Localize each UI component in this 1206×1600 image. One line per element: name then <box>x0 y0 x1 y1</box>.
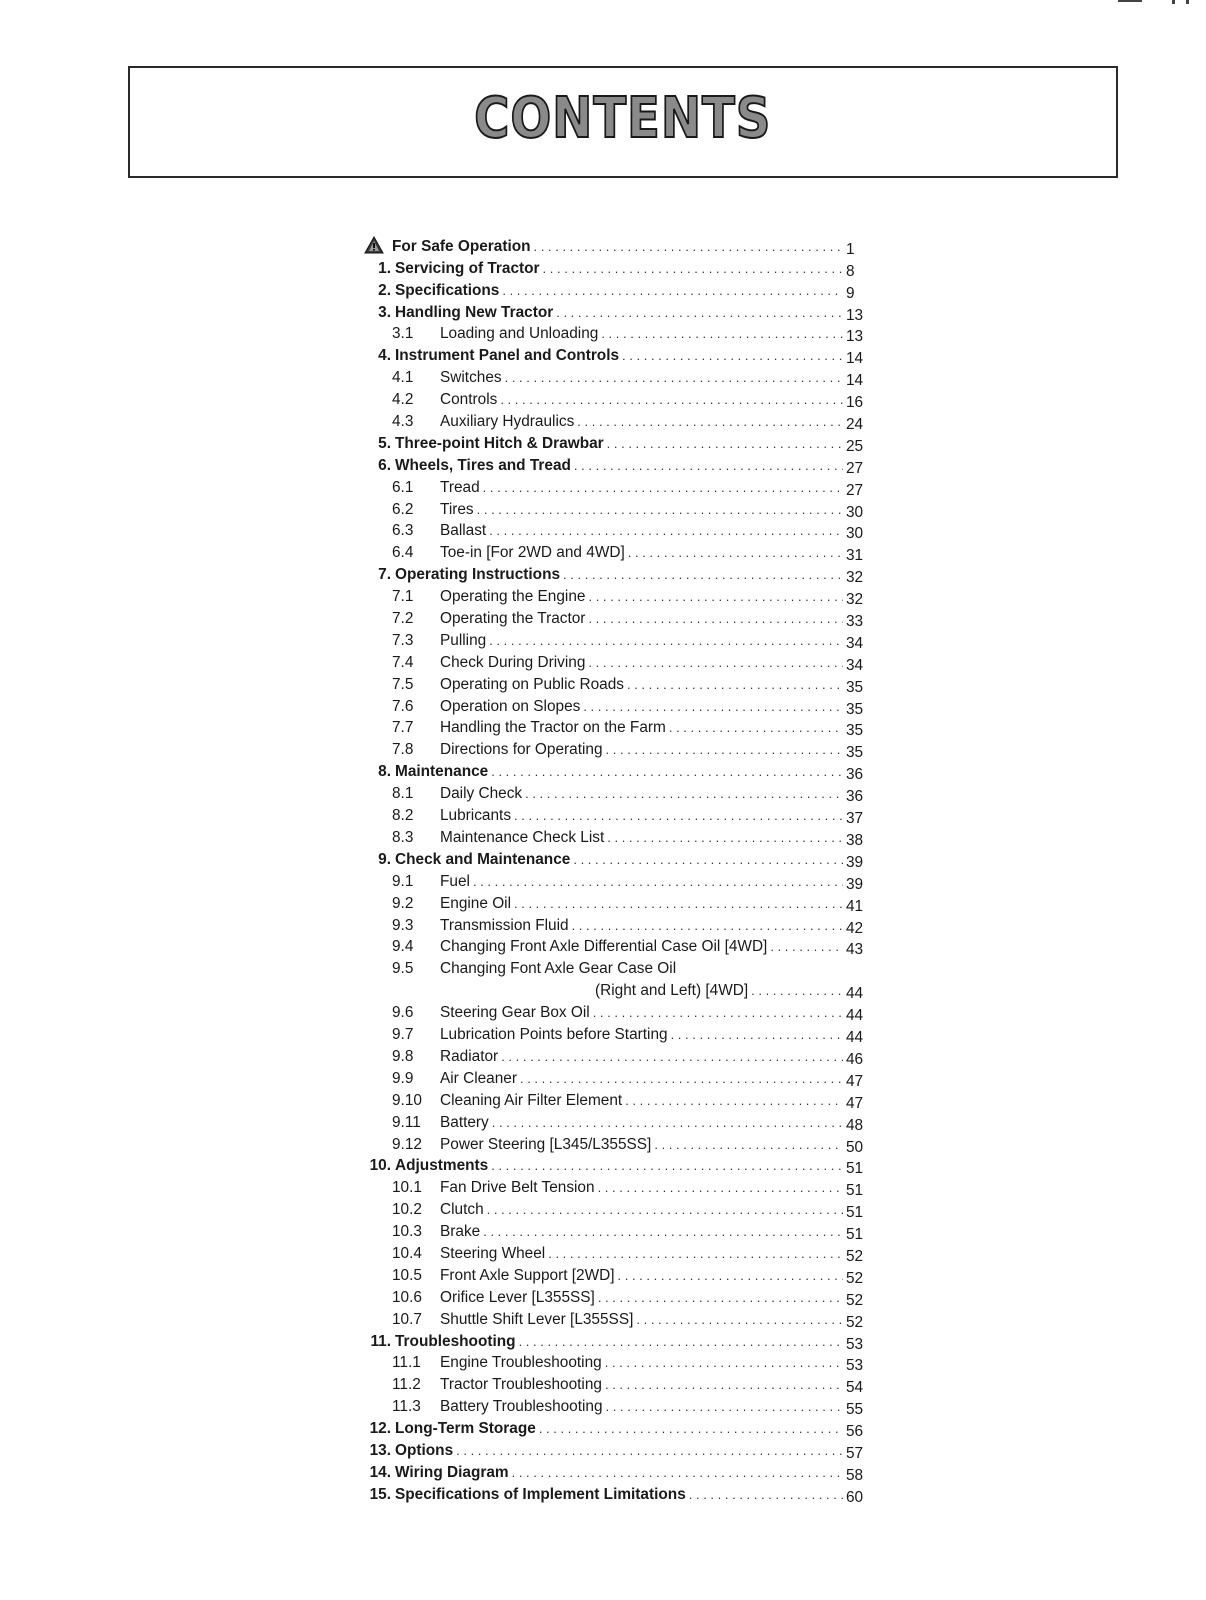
toc-entry-label: Troubleshooting <box>395 1332 516 1350</box>
toc-entry-page: 44 <box>846 1029 864 1047</box>
toc-entry-number: 10.6 <box>392 1288 422 1306</box>
toc-entry-page: 35 <box>846 700 864 718</box>
toc-entry-number: 4. <box>378 347 391 365</box>
toc-entry <box>358 628 870 650</box>
toc-entry-page: 35 <box>846 678 864 696</box>
toc-entry-number: 7.8 <box>392 741 414 759</box>
toc-entry-label: Maintenance <box>395 763 489 781</box>
toc-entry-number: 7.6 <box>392 697 414 715</box>
toc-entry-number: 9.10 <box>392 1091 422 1109</box>
toc-entry-label: Cleaning Air Filter Element <box>440 1091 623 1109</box>
toc-entry <box>358 694 870 716</box>
toc-entry-page: 36 <box>846 788 864 806</box>
toc-entry-page: 51 <box>846 1204 864 1222</box>
toc-entry-page: 50 <box>846 1138 864 1156</box>
dot-leader <box>607 437 843 450</box>
toc-entry-page: 35 <box>846 744 864 762</box>
dot-leader <box>770 940 843 953</box>
toc-entry-page: 31 <box>846 547 864 565</box>
toc-entry-label: Ballast <box>440 522 487 540</box>
toc-entry-number: 10.3 <box>392 1223 422 1241</box>
toc-entry <box>358 606 870 631</box>
toc-entry-page: 1 <box>846 240 855 258</box>
toc-entry-number: 11.2 <box>392 1376 421 1394</box>
toc-entry <box>358 1438 870 1460</box>
toc-entry-label: Brake <box>440 1223 481 1241</box>
toc-entry-label: Lubrication Points before Starting <box>440 1026 668 1044</box>
toc-entry-label: Daily Check <box>440 785 523 803</box>
toc-entry-number: 8.1 <box>392 785 414 803</box>
toc-entry-page: 55 <box>846 1401 864 1419</box>
toc-entry-page: 39 <box>846 875 864 893</box>
toc-entry-page: 60 <box>846 1488 864 1506</box>
toc-entry-label: Tires <box>440 500 474 518</box>
toc-entry-page: 52 <box>846 1269 864 1287</box>
toc-entry-number: 9.2 <box>392 894 414 912</box>
toc-entry-number: 11. <box>370 1332 391 1350</box>
toc-entry-page: 48 <box>846 1116 864 1134</box>
toc-entry-number: 7.2 <box>392 610 414 628</box>
toc-entry-label: Fuel <box>440 872 470 890</box>
toc-entry <box>358 1329 870 1351</box>
dot-leader <box>548 1247 843 1260</box>
scan-mark <box>1118 0 1142 2</box>
toc-entry <box>358 562 870 587</box>
dot-leader <box>473 875 843 888</box>
toc-entry-number: 9.1 <box>392 872 414 890</box>
toc-entry <box>358 1044 870 1066</box>
toc-entry-number: 15. <box>369 1485 391 1503</box>
toc-entry-label: Tractor Troubleshooting <box>440 1376 602 1394</box>
toc-entry-number: 10.5 <box>392 1266 422 1284</box>
toc-entry-number: 11.1 <box>392 1354 421 1372</box>
toc-entry <box>358 956 870 978</box>
toc-entry-label: Changing Front Axle Differential Case Oil [4WD] <box>440 938 768 956</box>
toc-entry-label: Battery <box>440 1113 489 1131</box>
toc-entry-number: 2. <box>378 281 391 299</box>
toc-entry-label: Check During Driving <box>440 653 586 671</box>
toc-entry-label: Orifice Lever [L355SS] <box>440 1288 595 1306</box>
toc-entry-number: 6.3 <box>392 522 414 540</box>
toc-entry <box>358 1372 870 1397</box>
toc-entry-number: 9.11 <box>392 1113 421 1131</box>
toc-entry <box>358 847 870 869</box>
dot-leader <box>543 262 843 275</box>
toc-entry-page: 43 <box>846 941 864 959</box>
dot-leader <box>483 481 843 494</box>
toc-entry-number: 6.2 <box>392 500 414 518</box>
toc-entry-number: 8.3 <box>392 828 414 846</box>
toc-entry-page: 51 <box>846 1182 864 1200</box>
toc-entry-number: 9.7 <box>392 1026 414 1044</box>
toc-entry <box>358 1460 870 1482</box>
toc-entry-label: Servicing of Tractor <box>395 259 540 277</box>
toc-entry <box>358 540 870 565</box>
toc-entry-page: 8 <box>846 262 855 280</box>
toc-entry-page: 33 <box>846 613 864 631</box>
toc-entry-label: For Safe Operation <box>392 237 531 255</box>
toc-entry-number: 7.4 <box>392 653 414 671</box>
toc-entry-number: 9.8 <box>392 1047 414 1065</box>
dot-leader <box>514 809 843 822</box>
dot-leader <box>607 831 843 844</box>
toc-entry <box>358 1066 870 1088</box>
toc-entry-page: 9 <box>846 284 855 302</box>
toc-entry-page: 37 <box>846 810 864 828</box>
toc-entry-page: 13 <box>846 306 864 324</box>
toc-entry-page: 47 <box>846 1072 864 1090</box>
toc-entry-page: 42 <box>846 919 864 937</box>
dot-leader <box>491 765 843 778</box>
toc-entry-page: 30 <box>846 525 864 543</box>
toc-entry-label: Steering Wheel <box>440 1244 546 1262</box>
dot-leader <box>534 240 843 253</box>
toc-entry-number: 9.9 <box>392 1069 414 1087</box>
toc-entry-number: 10.7 <box>392 1310 422 1328</box>
dot-leader <box>598 1181 843 1194</box>
toc-entry-number: 3. <box>378 303 391 321</box>
toc-entry-page: 58 <box>846 1466 864 1484</box>
toc-entry-number: 9.4 <box>392 938 414 956</box>
toc-entry <box>358 1022 870 1047</box>
toc-entry-page: 39 <box>846 853 864 871</box>
dot-leader <box>505 371 843 384</box>
dot-leader <box>605 1356 843 1369</box>
toc-entry <box>358 234 870 256</box>
scan-mark <box>1172 0 1175 4</box>
dot-leader <box>556 306 843 319</box>
toc-entry-label: Changing Font Axle Gear Case Oil <box>440 960 677 978</box>
toc-entry <box>358 803 870 828</box>
dot-leader <box>627 678 843 691</box>
dot-leader <box>601 327 843 340</box>
toc-entry-number: 4.2 <box>392 391 414 409</box>
dot-leader <box>588 612 843 625</box>
toc-entry-label: Operating Instructions <box>395 566 561 584</box>
toc-entry-page: 56 <box>846 1423 864 1441</box>
toc-entry <box>358 475 870 497</box>
toc-entry-label: Engine Oil <box>440 894 512 912</box>
toc-entry-label: Operation on Slopes <box>440 697 581 715</box>
toc-entry-number: 10.4 <box>392 1244 422 1262</box>
toc-entry-page: 53 <box>846 1335 864 1353</box>
scan-mark <box>1186 0 1189 4</box>
page-title: CONTENTS <box>474 85 772 151</box>
toc-entry-label: Operating the Engine <box>440 588 586 606</box>
toc-entry-page: 54 <box>846 1379 864 1397</box>
toc-entry-label: Wheels, Tires and Tread <box>395 456 571 474</box>
dot-leader <box>751 984 843 997</box>
toc-entry-page: 30 <box>846 503 864 521</box>
toc-entry <box>358 278 870 300</box>
toc-entry <box>358 1175 870 1200</box>
toc-entry-number: 10. <box>369 1157 391 1175</box>
toc-entry-number: 9. <box>378 850 391 868</box>
dot-leader <box>477 503 843 516</box>
toc-entry-number: 5. <box>378 434 391 452</box>
dot-leader <box>539 1422 843 1435</box>
toc-entry <box>358 1219 870 1244</box>
toc-entry-page: 25 <box>846 437 864 455</box>
toc-entry <box>358 1000 870 1025</box>
toc-entry-label: Power Steering [L345/L355SS] <box>440 1135 652 1153</box>
toc-entry <box>358 1110 870 1132</box>
toc-entry-label: Transmission Fluid <box>440 916 569 934</box>
toc-entry-label: Switches <box>440 369 502 387</box>
toc-entry-number: 9.3 <box>392 916 414 934</box>
toc-entry-label: Battery Troubleshooting <box>440 1398 603 1416</box>
toc-entry <box>358 322 870 344</box>
dot-leader <box>563 568 843 581</box>
toc-entry-number: 7.1 <box>392 588 414 606</box>
dot-leader <box>519 1335 843 1348</box>
toc-entry <box>358 300 870 322</box>
toc-entry-page: 16 <box>846 394 864 412</box>
dot-leader <box>593 1006 843 1019</box>
toc-entry-page: 34 <box>846 634 864 652</box>
toc-entry-page: 47 <box>846 1094 864 1112</box>
toc-entry <box>358 1416 870 1441</box>
toc-entry <box>358 1394 870 1419</box>
toc-entry <box>358 935 870 957</box>
toc-entry-page: 53 <box>846 1357 864 1375</box>
toc-entry <box>358 1351 870 1373</box>
dot-leader <box>489 524 843 537</box>
toc-entry-page: 51 <box>846 1160 864 1178</box>
toc-entry <box>358 431 870 453</box>
toc-entry-label: Auxiliary Hydraulics <box>440 413 575 431</box>
toc-entry-label: Radiator <box>440 1047 499 1065</box>
dot-leader <box>487 1203 843 1216</box>
warning-triangle-icon <box>364 236 384 254</box>
toc-entry-label: Clutch <box>440 1201 484 1219</box>
dot-leader <box>669 721 843 734</box>
dot-leader <box>625 1094 843 1107</box>
toc-entry <box>358 519 870 541</box>
dot-leader <box>525 787 843 800</box>
toc-entry-label: Handling New Tractor <box>395 303 554 321</box>
toc-entry-number: 7. <box>378 566 391 584</box>
toc-entry-label: Lubricants <box>440 807 512 825</box>
toc-entry-label: Specifications <box>395 281 500 299</box>
toc-entry-label: Operating the Tractor <box>440 610 586 628</box>
toc-entry-page: 35 <box>846 722 864 740</box>
toc-entry-label: Three-point Hitch & Drawbar <box>395 434 604 452</box>
toc-entry-page: 27 <box>846 459 864 477</box>
dot-leader <box>689 1488 843 1501</box>
dot-leader <box>628 546 843 559</box>
toc-entry-number: 14. <box>369 1463 391 1481</box>
toc-entry <box>358 1132 870 1154</box>
toc-entry-number: 7.5 <box>392 675 414 693</box>
dot-leader <box>573 853 843 866</box>
toc-entry-page: 27 <box>846 481 864 499</box>
dot-leader <box>577 415 843 428</box>
toc-entry-label: Toe-in [For 2WD and 4WD] <box>440 544 625 562</box>
toc-entry <box>358 737 870 762</box>
toc-entry-page: 32 <box>846 591 864 609</box>
toc-entry <box>358 1088 870 1110</box>
toc-entry <box>358 759 870 784</box>
dot-leader <box>598 1291 843 1304</box>
toc-entry-page: 52 <box>846 1313 864 1331</box>
toc-entry <box>358 1154 870 1176</box>
dot-leader <box>574 459 843 472</box>
toc-entry <box>358 1482 870 1504</box>
dot-leader <box>501 1050 843 1063</box>
toc-entry <box>358 650 870 672</box>
toc-entry-page: 41 <box>846 897 864 915</box>
toc-entry-number: 9.12 <box>392 1135 422 1153</box>
toc-entry-label: Air Cleaner <box>440 1069 517 1087</box>
dot-leader <box>618 1269 844 1282</box>
toc-entry-page: 24 <box>846 416 864 434</box>
toc-entry-page: 13 <box>846 328 864 346</box>
toc-entry <box>358 672 870 694</box>
toc-entry-number: 6.4 <box>392 544 414 562</box>
toc-entry-number: 13. <box>369 1441 391 1459</box>
toc-entry-number: 8.2 <box>392 807 414 825</box>
toc-entry-page: 52 <box>846 1291 864 1309</box>
table-of-contents <box>358 234 870 1504</box>
toc-entry-label: Maintenance Check List <box>440 828 605 846</box>
toc-entry <box>358 1285 870 1307</box>
toc-entry-number: 4.3 <box>392 413 414 431</box>
toc-entry-label: Long-Term Storage <box>395 1420 536 1438</box>
toc-entry <box>358 781 870 806</box>
dot-leader <box>636 1313 843 1326</box>
toc-entry-label: Tread <box>440 478 480 496</box>
toc-entry-label: Specifications of Implement Limitations <box>395 1485 686 1503</box>
toc-entry-page: 38 <box>846 831 864 849</box>
toc-entry-page: 34 <box>846 656 864 674</box>
toc-entry-page: 57 <box>846 1444 864 1462</box>
toc-entry-number: 10.2 <box>392 1201 422 1219</box>
dot-leader <box>583 700 843 713</box>
toc-entry-label: Check and Maintenance <box>395 850 571 868</box>
toc-entry-label: Steering Gear Box Oil <box>440 1004 590 1022</box>
toc-entry-label: Wiring Diagram <box>395 1463 509 1481</box>
toc-entry <box>358 913 870 935</box>
dot-leader <box>514 897 843 910</box>
toc-entry <box>358 584 870 609</box>
toc-entry <box>358 453 870 475</box>
toc-entry-number: 11.3 <box>392 1398 421 1416</box>
toc-entry-label: Fan Drive Belt Tension <box>440 1179 595 1197</box>
dot-leader <box>605 1378 843 1391</box>
toc-entry <box>358 343 870 368</box>
toc-entry <box>358 387 870 412</box>
toc-entry <box>358 497 870 519</box>
toc-entry-number: 6. <box>378 456 391 474</box>
dot-leader <box>671 1028 843 1041</box>
toc-entry-label: Controls <box>440 391 498 409</box>
toc-entry-label: Directions for Operating <box>440 741 603 759</box>
dot-leader <box>500 393 843 406</box>
toc-entry <box>358 891 870 913</box>
toc-entry-label: Engine Troubleshooting <box>440 1354 602 1372</box>
toc-entry-label: Front Axle Support [2WD] <box>440 1266 615 1284</box>
toc-entry-number: 7.7 <box>392 719 414 737</box>
toc-entry-label: Loading and Unloading <box>440 325 599 343</box>
dot-leader <box>606 1400 843 1413</box>
toc-entry-label: (Right and Left) [4WD] <box>595 982 749 1000</box>
dot-leader <box>491 1159 843 1172</box>
toc-entry-number: 4.1 <box>392 369 414 387</box>
toc-entry <box>358 1241 870 1263</box>
toc-entry <box>358 716 870 738</box>
dot-leader <box>456 1444 843 1457</box>
toc-entry <box>358 1263 870 1285</box>
toc-entry-page: 32 <box>846 569 864 587</box>
toc-entry-page: 44 <box>846 985 864 1003</box>
toc-entry <box>358 1307 870 1329</box>
dot-leader <box>483 1225 843 1238</box>
dot-leader <box>572 919 843 932</box>
toc-entry-page: 46 <box>846 1050 864 1068</box>
toc-entry <box>358 256 870 278</box>
toc-entry-page: 44 <box>846 1007 864 1025</box>
toc-entry <box>358 825 870 847</box>
toc-entry-label: Pulling <box>440 631 487 649</box>
dot-leader <box>588 590 843 603</box>
toc-entry <box>358 409 870 434</box>
toc-entry-label: Adjustments <box>395 1157 489 1175</box>
contents-title-box <box>128 66 1118 178</box>
toc-entry-number: 6.1 <box>392 478 414 496</box>
toc-entry-number: 8. <box>378 763 391 781</box>
toc-entry-label: Options <box>395 1441 454 1459</box>
toc-entry-page: 14 <box>846 372 864 390</box>
toc-entry-number: 3.1 <box>392 325 414 343</box>
toc-entry <box>358 1197 870 1222</box>
toc-entry-number: 10.1 <box>392 1179 422 1197</box>
toc-entry-page: 14 <box>846 350 864 368</box>
dot-leader <box>606 743 843 756</box>
dot-leader <box>588 656 843 669</box>
dot-leader <box>489 634 843 647</box>
toc-entry-number: 9.5 <box>392 960 414 978</box>
toc-entry-page: 52 <box>846 1247 864 1265</box>
toc-entry-number: 12. <box>369 1420 391 1438</box>
toc-entry-page: 51 <box>846 1226 864 1244</box>
dot-leader <box>492 1116 843 1129</box>
dot-leader <box>520 1072 843 1085</box>
dot-leader <box>622 349 843 362</box>
toc-entry-label: Instrument Panel and Controls <box>395 347 620 365</box>
dot-leader <box>654 1138 843 1151</box>
toc-entry <box>358 365 870 390</box>
toc-entry-label: Operating on Public Roads <box>440 675 624 693</box>
toc-entry-label: Shuttle Shift Lever [L355SS] <box>440 1310 634 1328</box>
dot-leader <box>512 1466 843 1479</box>
toc-entry-number: 7.3 <box>392 631 414 649</box>
toc-entry-label: Handling the Tractor on the Farm <box>440 719 666 737</box>
dot-leader <box>502 284 843 297</box>
toc-entry-number: 1. <box>378 259 391 277</box>
toc-entry-continuation <box>358 978 870 1003</box>
toc-entry-number: 9.6 <box>392 1004 414 1022</box>
toc-entry <box>358 869 870 891</box>
toc-entry-page: 36 <box>846 766 864 784</box>
